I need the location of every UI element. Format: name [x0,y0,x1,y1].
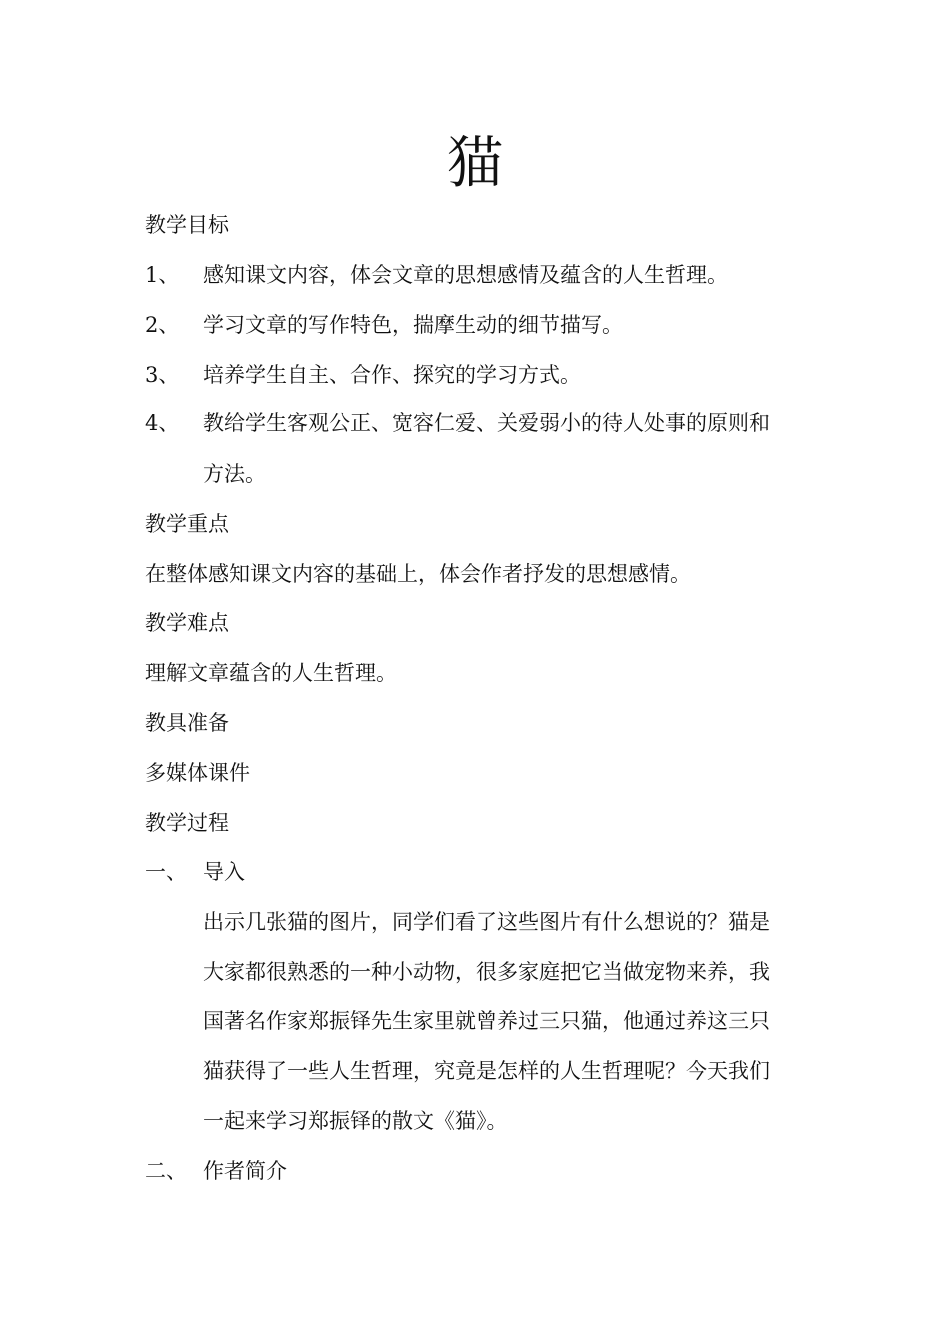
section-paragraph-line: 出示几张猫的图片，同学们看了这些图片有什么想说的？猫是 [203,910,770,934]
objective-text: 学习文章的写作特色，揣摩生动的细节描写。 [203,313,623,337]
objective-text: 培养学生自主、合作、探究的学习方式。 [203,363,581,387]
objectives-heading: 教学目标 [145,213,229,237]
objective-number: 4、 [145,411,180,435]
section-paragraph-line: 猫获得了一些人生哲理，究竟是怎样的人生哲理呢？今天我们 [203,1059,770,1083]
objective-number: 1、 [145,263,180,287]
objective-text: 教给学生客观公正、宽容仁爱、关爱弱小的待人处事的原则和 [203,411,770,435]
tools-text: 多媒体课件 [145,761,250,785]
tools-heading: 教具准备 [145,711,229,735]
section-paragraph-line: 一起来学习郑振铎的散文《猫》。 [203,1109,508,1133]
objective-text-continued: 方法。 [203,462,266,486]
section-number: 二、 [145,1159,187,1183]
objective-number: 2、 [145,313,180,337]
section-title: 导入 [203,860,245,884]
process-heading: 教学过程 [145,811,229,835]
difficulty-text: 理解文章蕴含的人生哲理。 [145,661,397,685]
section-number: 一、 [145,860,187,884]
section-title: 作者简介 [203,1159,287,1183]
section-paragraph-line: 大家都很熟悉的一种小动物，很多家庭把它当做宠物来养，我 [203,960,770,984]
objective-number: 3、 [145,363,180,387]
objective-text: 感知课文内容，体会文章的思想感情及蕴含的人生哲理。 [203,263,728,287]
difficulty-heading: 教学难点 [145,611,229,635]
key-point-heading: 教学重点 [145,512,229,536]
section-paragraph-line: 国著名作家郑振铎先生家里就曾养过三只猫，他通过养这三只 [203,1009,770,1033]
key-point-text: 在整体感知课文内容的基础上，体会作者抒发的思想感情。 [145,562,691,586]
document-title: 猫 [447,131,503,196]
